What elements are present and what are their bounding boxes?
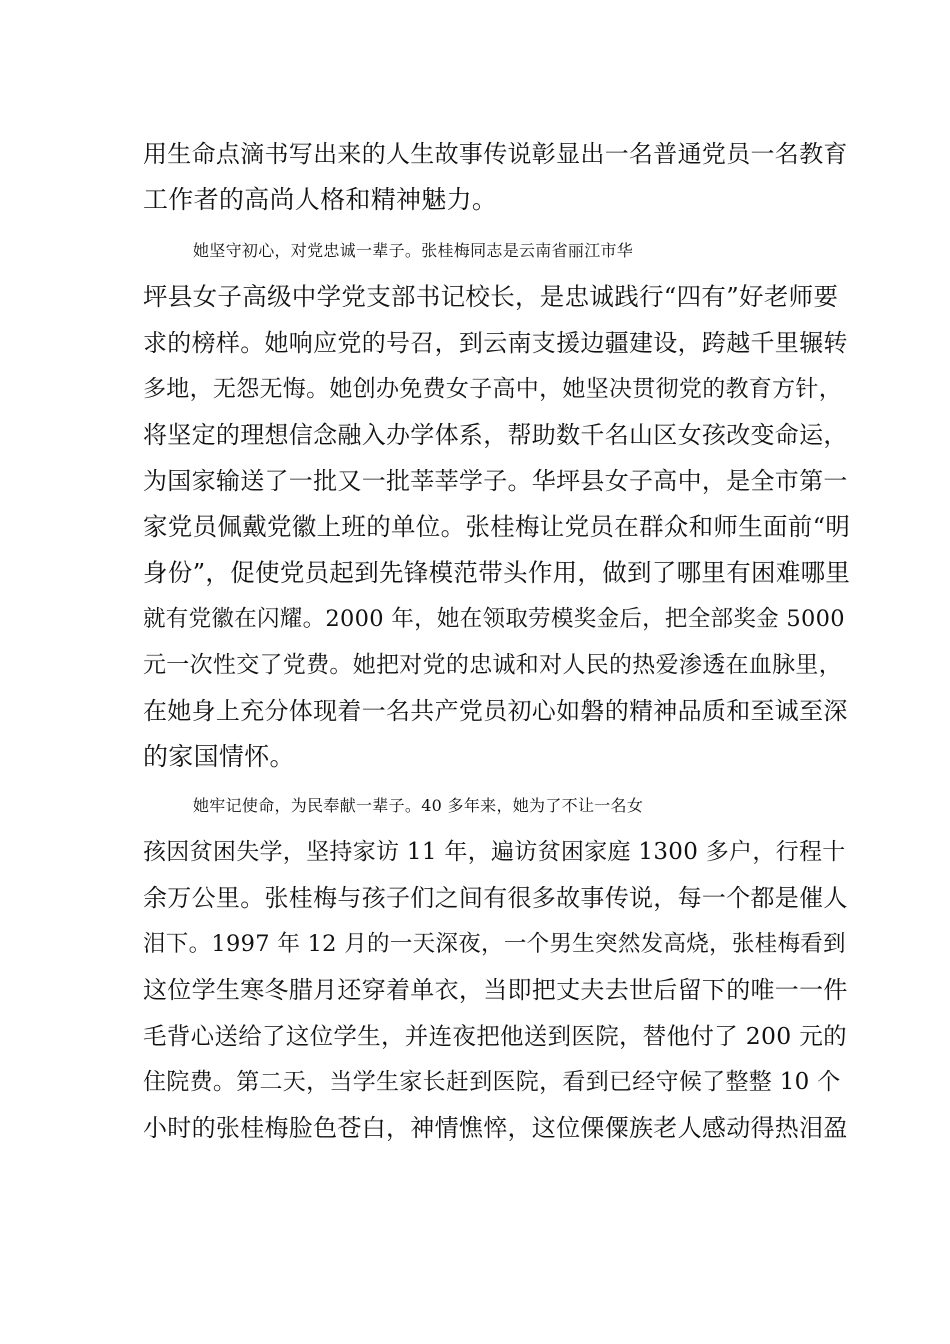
- text-line: 小时的张桂梅脸色苍白，神情憔悴，这位傈僳族老人感动得热泪盈: [143, 1114, 848, 1142]
- text-line: 泪下。1997 年 12 月的一天深夜，一个男生突然发高烧，张桂梅看到: [143, 931, 846, 957]
- text-line: 工作者的高尚人格和精神魅力。: [143, 185, 498, 214]
- text-line: 余万公里。张桂梅与孩子们之间有很多故事传说，每一个都是催人: [143, 884, 848, 912]
- text-line: 这位学生寒冬腊月还穿着单衣，当即把丈夫去世后留下的唯一一件: [143, 976, 848, 1004]
- text-line: 的家国情怀。: [143, 742, 295, 771]
- text-line: 将坚定的理想信念融入办学体系，帮助数千名山区女孩改变命运，: [143, 421, 848, 449]
- text-line: 用生命点滴书写出来的人生故事传说彰显出一名普通党员一名教育: [143, 140, 848, 168]
- text-line: 元一次性交了党费。她把对党的忠诚和对人民的热爱渗透在血脉里，: [143, 652, 842, 678]
- text-line: 住院费。第二天，当学生家长赶到医院，看到已经守候了整整 10 个: [143, 1069, 841, 1095]
- text-line: 为国家输送了一批又一批莘莘学子。华坪县女子高中，是全市第一: [143, 467, 848, 495]
- text-line: 坪县女子高级中学党支部书记校长，是忠诚践行“四有”好老师要: [143, 282, 839, 311]
- text-line: 求的榜样。她响应党的号召，到云南支援边疆建设，跨越千里辗转: [143, 329, 848, 357]
- paragraph-start-line: 她牢记使命，为民奉献一辈子。40 多年来，她为了不让一名女: [193, 796, 644, 815]
- text-line: 就有党徽在闪耀。2000 年，她在领取劳模奖金后，把全部奖金 5000: [143, 606, 845, 632]
- text-line: 在她身上充分体现着一名共产党员初心如磐的精神品质和至诚至深: [143, 697, 848, 725]
- text-line: 身份”，促使党员起到先锋模范带头作用，做到了哪里有困难哪里: [143, 558, 851, 587]
- paragraph-start-line: 她坚守初心，对党忠诚一辈子。张桂梅同志是云南省丽江市华: [193, 241, 634, 260]
- text-line: 毛背心送给了这位学生，并连夜把他送到医院，替他付了 200 元的: [143, 1022, 847, 1050]
- text-line: 多地，无怨无悔。她创办免费女子高中，她坚决贯彻党的教育方针，: [143, 376, 842, 402]
- text-line: 家党员佩戴党徽上班的单位。张桂梅让党员在群众和师生面前“明: [143, 512, 851, 541]
- text-line: 孩因贫困失学，坚持家访 11 年，遍访贫困家庭 1300 多户，行程十: [143, 839, 846, 865]
